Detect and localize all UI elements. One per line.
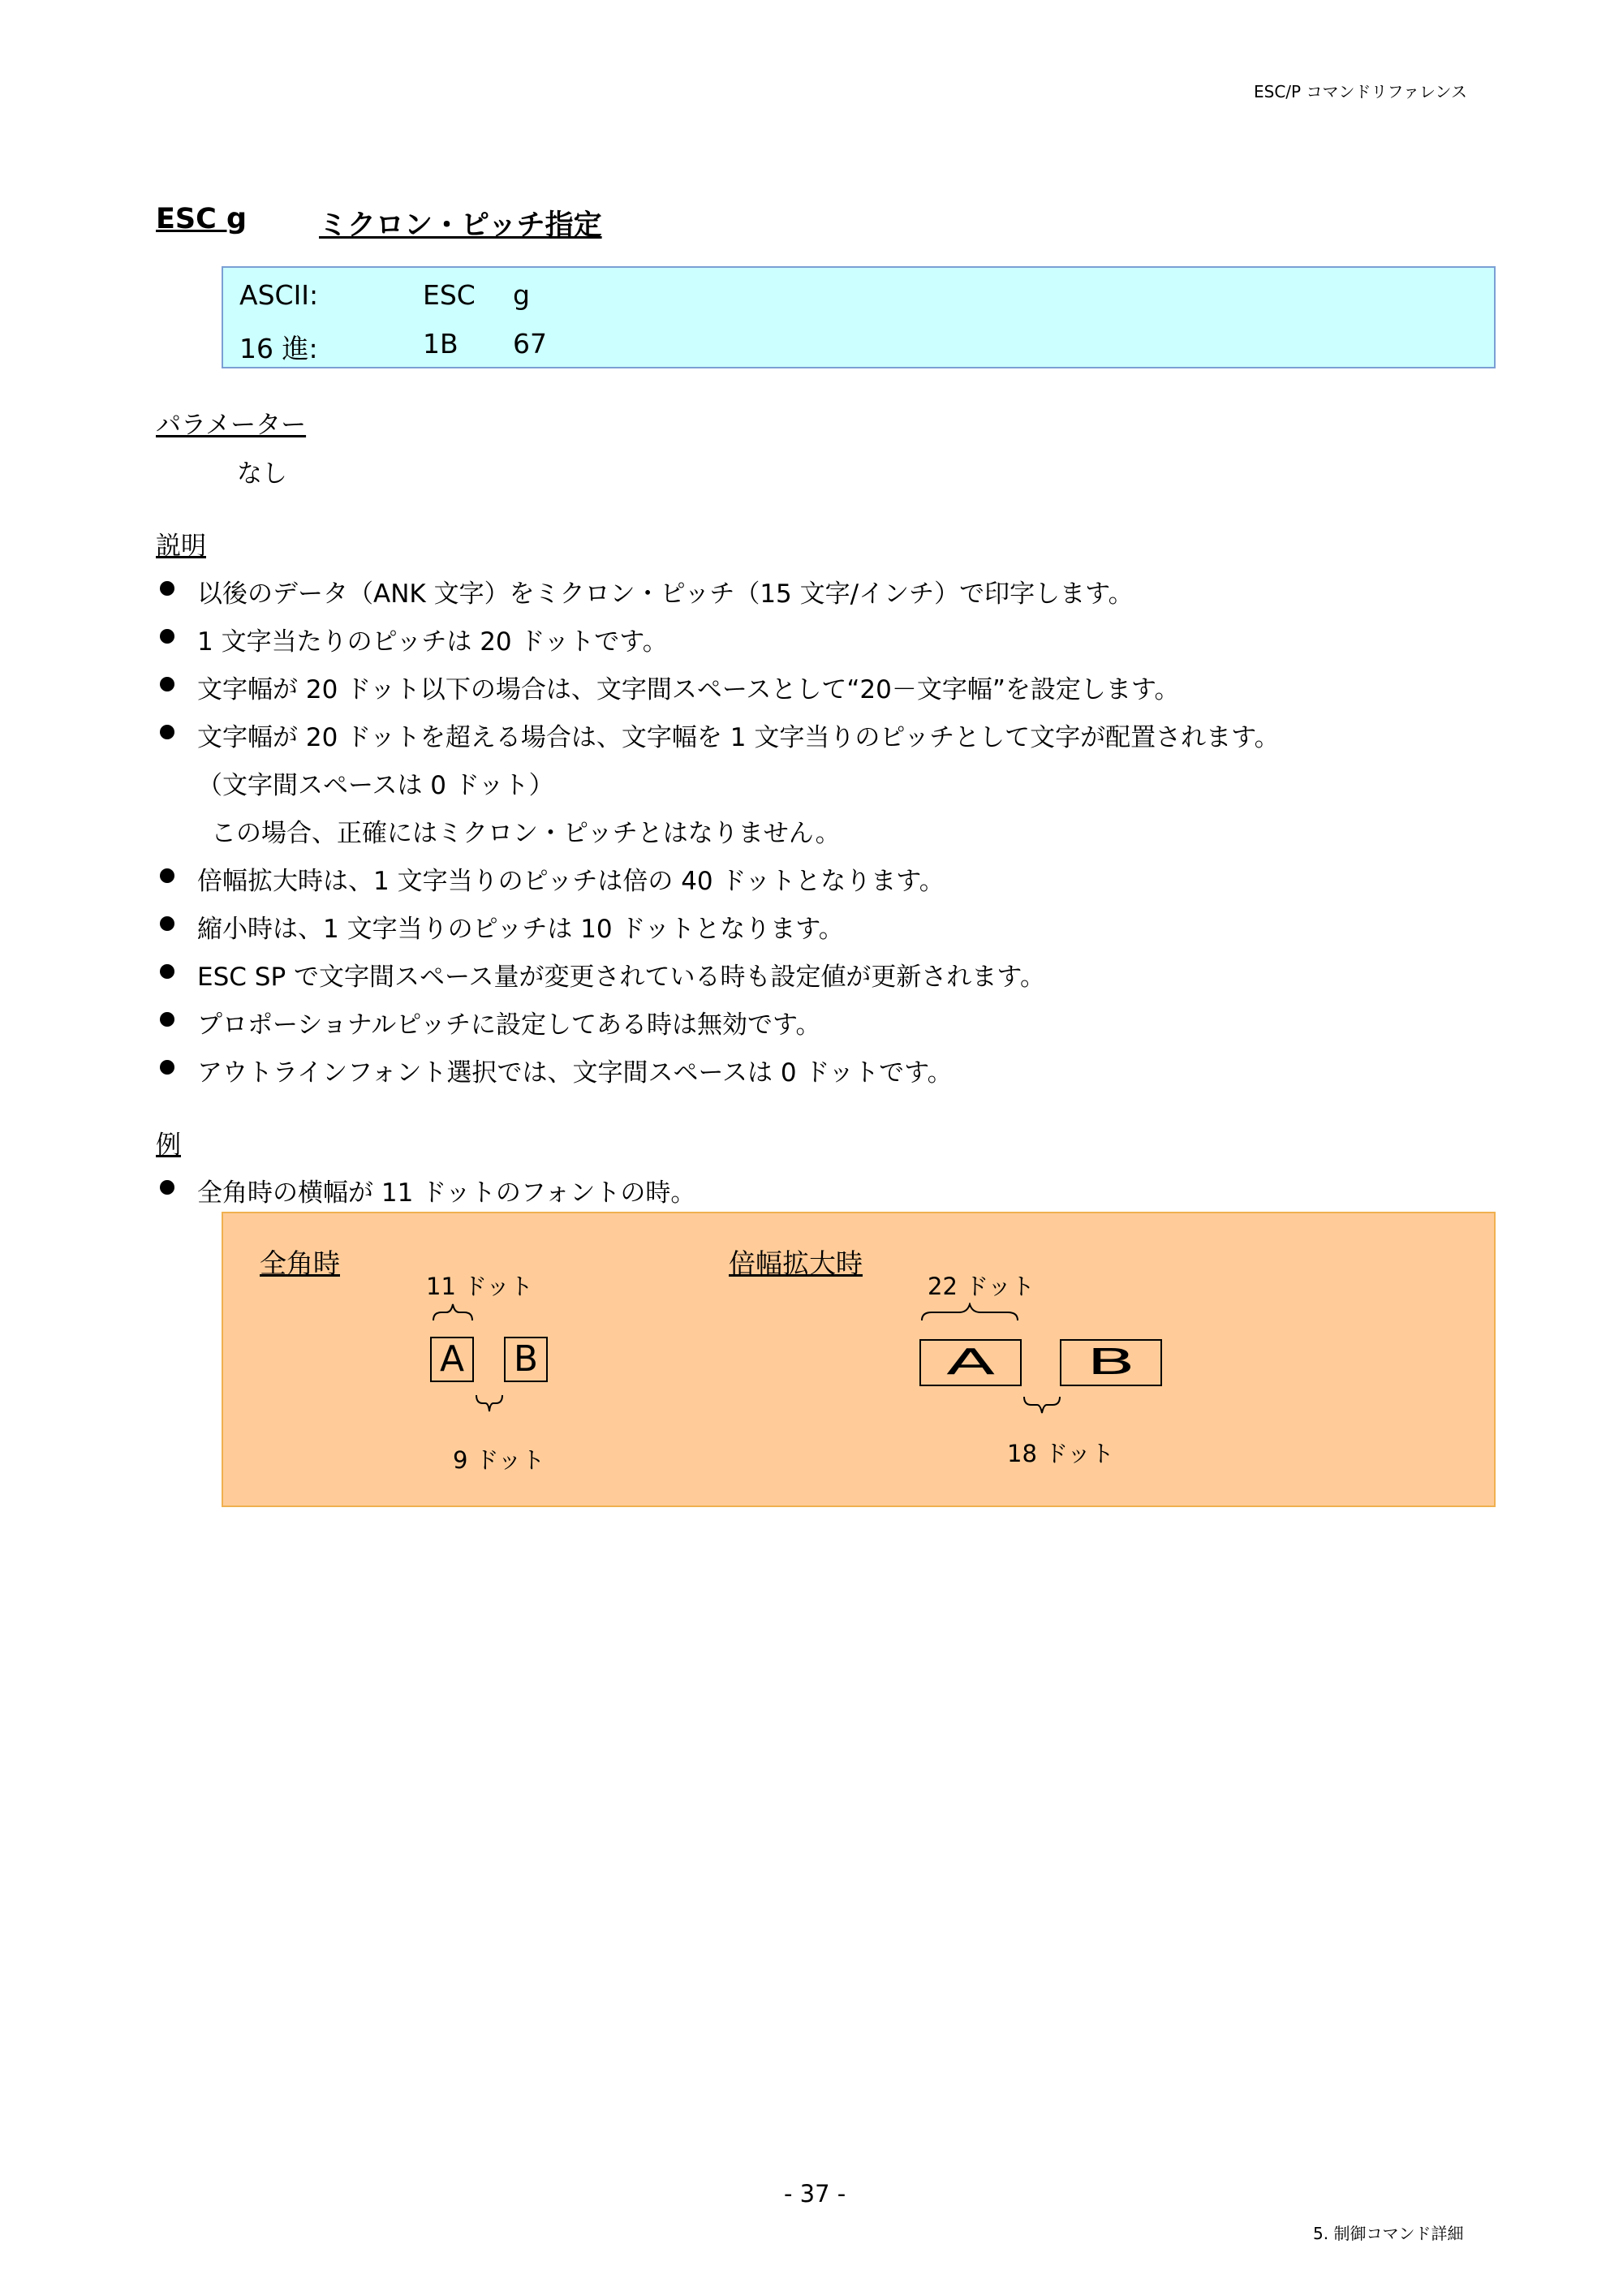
- hex-label: 16 進:: [239, 333, 318, 364]
- glyph-a-box: A: [430, 1337, 474, 1382]
- description-continuation: この場合、正確にはミクロン・ピッチとはなりません。: [211, 819, 841, 848]
- char-width-label: 22 ドット: [928, 1273, 1035, 1300]
- bullet-icon: [160, 1060, 174, 1075]
- description-heading: 説明: [156, 532, 206, 561]
- glyph-b-box: B: [504, 1337, 548, 1382]
- description-item: 倍幅拡大時は、1 文字当りのピッチは倍の 40 ドットとなります。: [197, 867, 945, 896]
- command-title: ESC g: [156, 203, 248, 235]
- description-item: 文字幅が 20 ドットを超える場合は、文字幅を 1 文字当りのピッチとして文字が配置されます。: [197, 723, 1280, 752]
- bottom-brace-icon: [474, 1394, 505, 1413]
- bullet-icon: [160, 964, 174, 979]
- parameters-heading: パラメーター: [156, 411, 307, 440]
- glyph-a-double: A: [945, 1342, 996, 1383]
- description-item: 縮小時は、1 文字当りのピッチは 10 ドットとなります。: [197, 915, 844, 944]
- description-continuation: （文字間スペースは 0 ドット）: [197, 771, 554, 800]
- bullet-icon: [160, 1180, 174, 1195]
- bullet-icon: [160, 916, 174, 931]
- description-item: 以後のデータ（ANK 文字）をミクロン・ピッチ（15 文字/インチ）で印字します。: [197, 579, 1134, 609]
- top-brace-icon: [428, 1303, 477, 1322]
- command-code-box: [222, 266, 1496, 368]
- bullet-icon: [160, 677, 174, 691]
- example-diagram-box: [222, 1212, 1496, 1507]
- description-item: 1 文字当たりのピッチは 20 ドットです。: [197, 627, 668, 657]
- bullet-icon: [160, 868, 174, 883]
- top-brace-icon: [917, 1303, 1022, 1322]
- bottom-brace-icon: [1022, 1395, 1062, 1415]
- bullet-icon: [160, 1012, 174, 1027]
- parameters-value: なし: [237, 459, 287, 489]
- fullwidth-heading: 全角時: [260, 1247, 340, 1279]
- hex-code-2: 67: [513, 328, 547, 360]
- example-item: 全角時の横幅が 11 ドットのフォントの時。: [197, 1178, 696, 1208]
- footer-section: 5. 制御コマンド詳細: [1313, 2224, 1464, 2243]
- space-width-label: 18 ドット: [1007, 1440, 1114, 1467]
- bullet-icon: [160, 725, 174, 739]
- hex-code-1: 1B: [423, 328, 458, 360]
- glyph-b-double: B: [1086, 1342, 1136, 1383]
- glyph-b-double-box: [1060, 1339, 1162, 1386]
- ascii-code-1: ESC: [423, 279, 476, 311]
- description-item: プロポーショナルピッチに設定してある時は無効です。: [197, 1010, 821, 1040]
- ascii-code-2: g: [513, 279, 530, 311]
- double-width-heading: 倍幅拡大時: [729, 1247, 863, 1279]
- ascii-label: ASCII:: [239, 279, 319, 311]
- description-item: アウトラインフォント選択では、文字間スペースは 0 ドットです。: [197, 1058, 953, 1088]
- example-heading: 例: [156, 1131, 181, 1160]
- bullet-icon: [160, 581, 174, 596]
- description-item: ESC SP で文字間スペース量が変更されている時も設定値が更新されます。: [197, 963, 1045, 992]
- glyph-a-double-box: [919, 1339, 1022, 1386]
- page-number: - 37 -: [784, 2180, 846, 2208]
- bullet-icon: [160, 629, 174, 644]
- space-width-label: 9 ドット: [453, 1446, 545, 1474]
- description-item: 文字幅が 20 ドット以下の場合は、文字間スペースとして“20－文字幅”を設定します。: [197, 675, 1180, 704]
- char-width-label: 11 ドット: [426, 1273, 533, 1300]
- running-header: ESC/P コマンドリファレンス: [1254, 82, 1467, 101]
- command-name-title: ミクロン・ピッチ指定: [319, 209, 602, 242]
